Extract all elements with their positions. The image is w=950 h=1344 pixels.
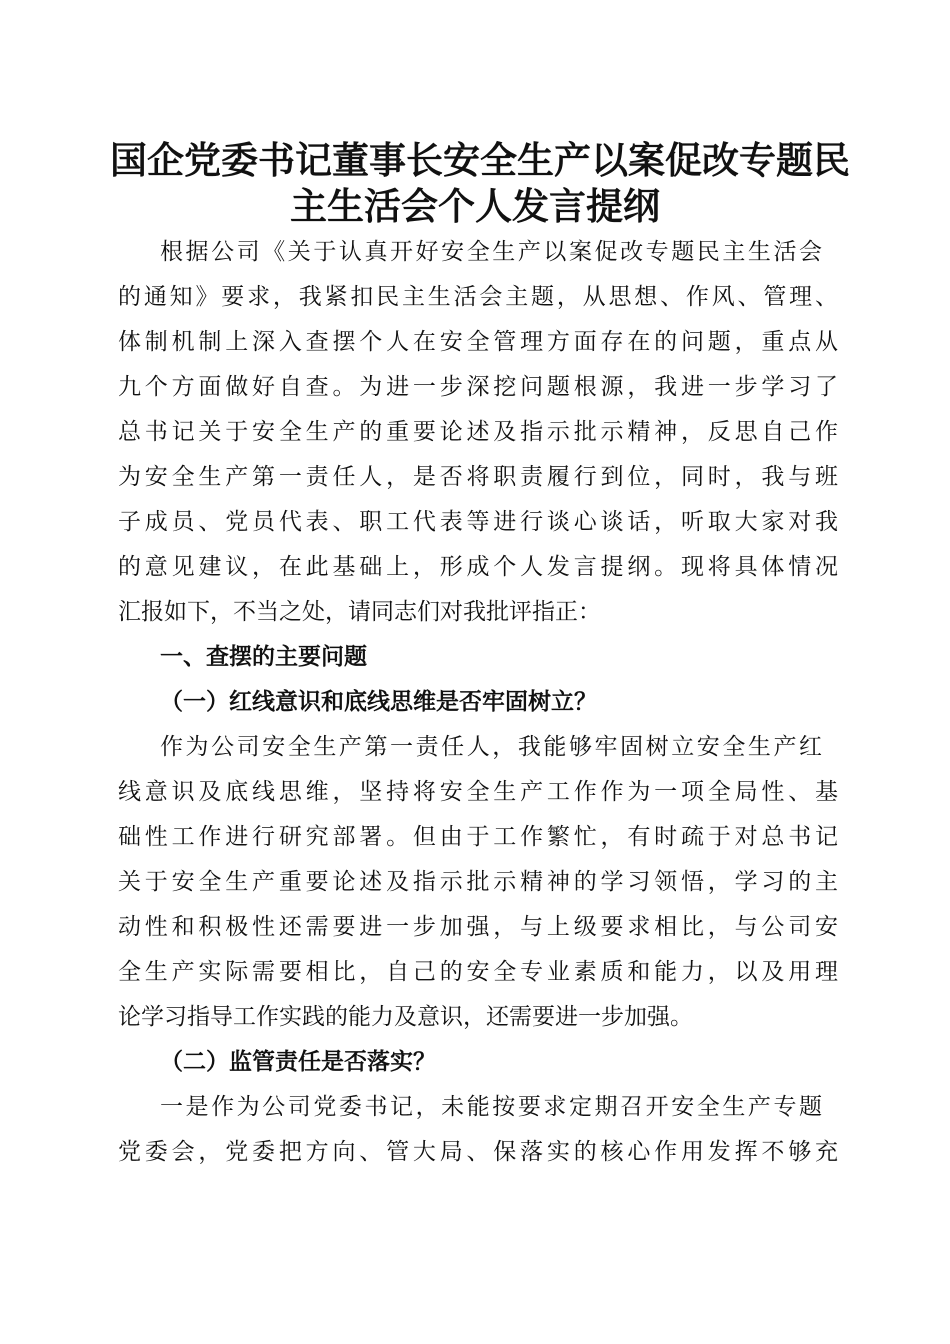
intro-line: 根据公司《关于认真开好安全生产以案促改专题民主生活会 (160, 239, 822, 265)
paragraph-line: 党委会，党委把方向、管大局、保落实的核心作用发挥不够充 (118, 1139, 838, 1165)
intro-line: 的通知》要求，我紧扣民主生活会主题，从思想、作风、管理、 (118, 284, 838, 310)
paragraph-line: 础性工作进行研究部署。但由于工作繁忙，有时疏于对总书记 (118, 824, 838, 850)
intro-line: 体制机制上深入查摆个人在安全管理方面存在的问题，重点从 (118, 329, 838, 355)
paragraph-line: 一是作为公司党委书记，未能按要求定期召开安全生产专题 (160, 1094, 822, 1120)
paragraph-line: 全生产实际需要相比，自己的安全专业素质和能力，以及用理 (118, 959, 838, 985)
paragraph-line: 论学习指导工作实践的能力及意识，还需要进一步加强。 (118, 1004, 693, 1030)
paragraph-line: 线意识及底线思维，坚持将安全生产工作作为一项全局性、基 (118, 779, 838, 805)
paragraph-line: 关于安全生产重要论述及指示批示精神的学习领悟，学习的主 (118, 869, 838, 895)
paragraph-line: 作为公司安全生产第一责任人，我能够牢固树立安全生产红 (160, 734, 822, 760)
intro-line: 汇报如下，不当之处，请同志们对我批评指正： (118, 599, 601, 625)
intro-line: 的意见建议，在此基础上，形成个人发言提纲。现将具体情况 (118, 554, 838, 580)
document-title-line-2: 主生活会个人发言提纲 (290, 184, 660, 228)
document-title-line-1: 国企党委书记董事长安全生产以案促改专题民 (110, 138, 850, 182)
paragraph-line: 动性和积极性还需要进一步加强，与上级要求相比，与公司安 (118, 914, 838, 940)
section-heading: 一、查摆的主要问题 (160, 644, 367, 670)
subsection-heading: （一）红线意识和底线思维是否牢固树立？ (160, 688, 597, 715)
intro-line: 为安全生产第一责任人，是否将职责履行到位，同时，我与班 (118, 464, 838, 490)
intro-line: 总书记关于安全生产的重要论述及指示批示精神，反思自己作 (118, 419, 838, 445)
intro-line: 九个方面做好自查。为进一步深挖问题根源，我进一步学习了 (118, 374, 838, 400)
intro-line: 子成员、党员代表、职工代表等进行谈心谈话，听取大家对我 (118, 509, 838, 535)
subsection-heading: （二）监管责任是否落实？ (160, 1048, 436, 1075)
